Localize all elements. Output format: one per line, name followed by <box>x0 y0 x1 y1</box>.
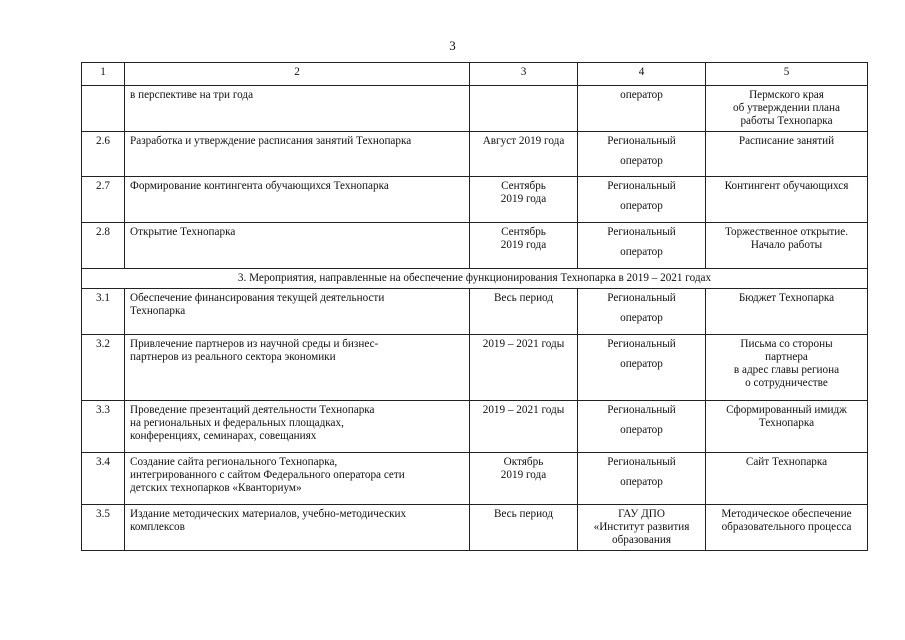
term-line: 2019 – 2021 годы <box>482 338 565 350</box>
row-number: 2.8 <box>82 223 125 269</box>
result-cell <box>706 177 868 223</box>
result-line: Торжественное открытие. <box>724 226 849 238</box>
term-line: Сентябрь <box>501 180 546 192</box>
result-cell <box>706 86 868 132</box>
task-line: партнеров из реального сектора экономики <box>130 351 336 363</box>
result-line: партнера <box>765 351 808 363</box>
table-row <box>82 289 868 335</box>
task-line: Разработка и утверждение расписания занятий Технопарка <box>130 135 412 147</box>
task-cell <box>125 132 470 177</box>
table-row <box>82 177 868 223</box>
task-cell <box>125 289 470 335</box>
table-row <box>82 223 868 269</box>
table-row <box>82 132 868 177</box>
responsible-line: оператор <box>620 476 663 488</box>
task-line: комплексов <box>130 521 185 533</box>
task-cell <box>125 223 470 269</box>
task-line: Открытие Технопарка <box>130 226 236 238</box>
term-line: 2019 года <box>500 193 547 205</box>
responsible-cell <box>578 289 706 335</box>
task-cell <box>125 453 470 505</box>
task-line: конференциях, семинарах, совещаниях <box>130 430 317 442</box>
result-line: Начало работы <box>750 239 823 251</box>
responsible-line: оператор <box>620 200 663 212</box>
responsible-cell <box>578 223 706 269</box>
responsible-line: Региональный <box>607 456 676 468</box>
result-line: Письма со стороны <box>740 338 833 350</box>
table-row <box>82 505 868 551</box>
plan-table <box>81 62 868 551</box>
responsible-line: Региональный <box>607 226 676 238</box>
responsible-cell <box>578 505 706 551</box>
task-line: Технопарка <box>130 305 186 317</box>
responsible-line: оператор <box>620 155 663 167</box>
responsible-cell <box>578 132 706 177</box>
header-cell-4: 4 <box>578 63 706 86</box>
task-cell <box>125 177 470 223</box>
responsible-line: оператор <box>620 358 663 370</box>
task-line: детских технопарков «Кванториум» <box>130 482 302 494</box>
task-line: на региональных и федеральных площадках, <box>130 417 344 429</box>
table-row <box>82 86 868 132</box>
term-cell <box>470 86 578 132</box>
task-cell <box>125 401 470 453</box>
term-cell <box>470 223 578 269</box>
result-line: Контингент обучающихся <box>724 180 849 192</box>
result-cell <box>706 289 868 335</box>
result-line: работы Технопарка <box>740 115 833 127</box>
task-line: в перспективе на три года <box>130 89 254 101</box>
result-cell <box>706 223 868 269</box>
responsible-cell <box>578 335 706 401</box>
row-number: 2.6 <box>82 132 125 177</box>
term-line: Весь период <box>493 292 554 304</box>
responsible-cell <box>578 86 706 132</box>
result-line: Бюджет Технопарка <box>738 292 835 304</box>
result-line: Сформированный имидж <box>726 404 847 416</box>
result-line: Сайт Технопарка <box>745 456 828 468</box>
header-cell-5: 5 <box>706 63 868 86</box>
task-line: Привлечение партнеров из научной среды и бизнес- <box>130 338 379 350</box>
result-line: о сотрудничестве <box>745 377 828 389</box>
result-line: в адрес главы региона <box>733 364 840 376</box>
term-line: Сентябрь <box>501 226 546 238</box>
responsible-line: ГАУ ДПО <box>618 508 665 520</box>
term-cell <box>470 132 578 177</box>
row-number: 2.7 <box>82 177 125 223</box>
row-number: 3.5 <box>82 505 125 551</box>
term-line: 2019 года <box>500 239 547 251</box>
task-line: интегрированного с сайтом Федерального оператора сети <box>130 469 405 481</box>
row-number: 3.1 <box>82 289 125 335</box>
header-cell-2: 2 <box>125 63 470 86</box>
term-cell <box>470 505 578 551</box>
responsible-line: Региональный <box>607 292 676 304</box>
responsible-line: Региональный <box>607 404 676 416</box>
row-number: 3.4 <box>82 453 125 505</box>
responsible-line: Региональный <box>607 180 676 192</box>
term-line: Весь период <box>493 508 554 520</box>
responsible-line: оператор <box>620 312 663 324</box>
responsible-line: оператор <box>620 424 663 436</box>
responsible-line: Региональный <box>607 338 676 350</box>
term-cell <box>470 453 578 505</box>
header-cell-1: 1 <box>82 63 125 86</box>
task-cell <box>125 86 470 132</box>
responsible-line: оператор <box>620 246 663 258</box>
task-line: Формирование контингента обучающихся Технопарка <box>130 180 389 192</box>
header-cell-3: 3 <box>470 63 578 86</box>
result-cell <box>706 335 868 401</box>
section-title: 3. Мероприятия, направленные на обеспечение функционирования Технопарка в 2019 – 2021 годах <box>82 269 868 289</box>
result-line: образовательного процесса <box>721 521 852 533</box>
result-line: об утверждении плана <box>733 102 840 114</box>
task-line: Создание сайта регионального Технопарка, <box>130 456 338 468</box>
term-line: 2019 – 2021 годы <box>482 404 565 416</box>
term-cell <box>470 335 578 401</box>
term-cell <box>470 401 578 453</box>
term-line: 2019 года <box>500 469 547 481</box>
page-number: 3 <box>449 38 456 53</box>
result-cell <box>706 401 868 453</box>
table-row <box>82 453 868 505</box>
result-cell <box>706 453 868 505</box>
responsible-cell <box>578 453 706 505</box>
task-cell <box>125 335 470 401</box>
row-number: 3.2 <box>82 335 125 401</box>
task-cell <box>125 505 470 551</box>
task-line: Проведение презентаций деятельности Технопарка <box>130 404 375 416</box>
row-number: 3.3 <box>82 401 125 453</box>
result-cell <box>706 505 868 551</box>
row-number <box>82 86 125 132</box>
term-cell <box>470 289 578 335</box>
term-line: Август 2019 года <box>482 135 565 147</box>
term-line: Октябрь <box>503 456 544 468</box>
result-line: Расписание занятий <box>738 135 835 147</box>
result-line: Технопарка <box>758 417 815 429</box>
table-row <box>82 335 868 401</box>
result-line: Методическое обеспечение <box>721 508 852 520</box>
result-cell <box>706 132 868 177</box>
header-row <box>82 63 868 86</box>
task-line: Обеспечение финансирования текущей деятельности <box>130 292 385 304</box>
responsible-line: образования <box>611 534 671 546</box>
table-row <box>82 401 868 453</box>
responsible-line: оператор <box>620 89 663 101</box>
term-cell <box>470 177 578 223</box>
responsible-cell <box>578 177 706 223</box>
result-line: Пермского края <box>749 89 824 101</box>
section-row <box>82 269 868 289</box>
responsible-line: Региональный <box>607 135 676 147</box>
task-line: Издание методических материалов, учебно-методических <box>130 508 407 520</box>
responsible-line: «Институт развития <box>593 521 690 533</box>
responsible-cell <box>578 401 706 453</box>
